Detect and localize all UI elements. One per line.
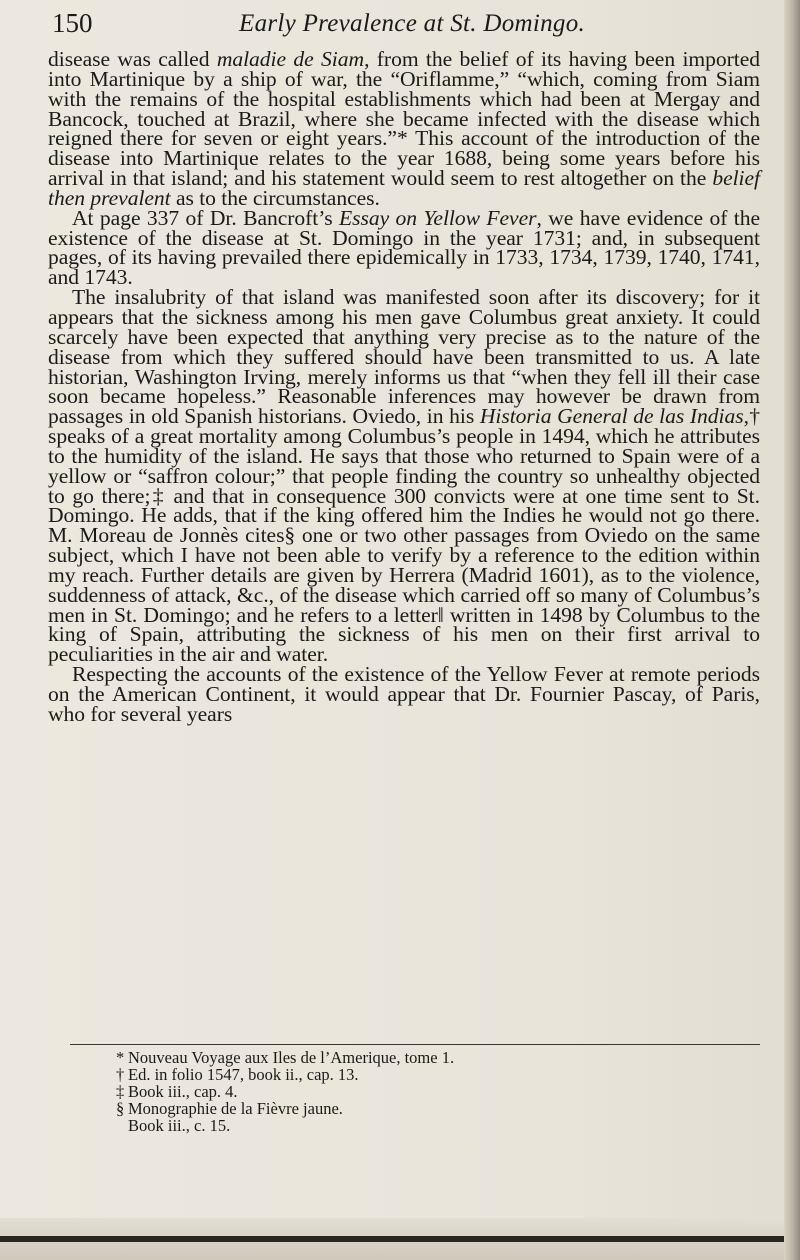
footnote-mark: ‡ <box>116 1082 125 1101</box>
text-segment: , from the belief of its having been imported into Martinique by a ship of war, the “Oriflamme,” “which, coming from Siam with the remains of the hospital establishments which had been at Mergay and Bancock, touched at Brazil, where she became infected with the disease which reigned there for seven or eight years.”* This account of the introduction of the disease into Martinique relates to the year 1688, being some years before his arrival in that island; and his statement would seem to rest altogether on the <box>48 47 761 191</box>
paragraph-1 <box>48 47 761 210</box>
footnote-3 <box>116 1083 716 1100</box>
footnote-2 <box>116 1066 716 1083</box>
footnote-text: Book iii., c. 15. <box>128 1116 231 1135</box>
footnote-text: Nouveau Voyage aux Iles de l’Amerique, tome 1. <box>128 1048 455 1067</box>
italic-segment: Essay on Yellow Fever <box>338 205 537 230</box>
main-text <box>48 47 761 726</box>
footnote-mark: † <box>116 1065 125 1084</box>
paragraph-3 <box>48 285 760 667</box>
footnote-text: Ed. in folio 1547, book ii., cap. 13. <box>128 1065 359 1084</box>
text-segment: disease was called <box>48 47 217 71</box>
paragraph-4 <box>48 662 760 726</box>
footnotes <box>116 1049 716 1134</box>
bottom-binding-rule <box>0 1236 800 1242</box>
page-right-edge <box>784 0 800 1260</box>
footnote-4-continuation <box>116 1117 716 1134</box>
footnote-text: Monographie de la Fièvre jaune. <box>128 1099 343 1118</box>
italic-segment: Historia General de las Indias <box>479 404 744 429</box>
footnote-mark: * <box>116 1048 125 1067</box>
text-segment: ,† speaks of a great mortality among Columbus’s people in 1494, which he attributes to the humidity of the island. He says that those who returned to Spain were of a yellow or “saffron colour;” that people finding the country so unhealthy objected to go there;‡ and that in consequence 300 convicts were at one time sent to St. Domingo. He adds, that if the king offered him the Indies he would not go there. M. Moreau de Jonnès cites§ one or two other passages from Oviedo on the same subject, which I have not been able to verify by a reference to the edition within my reach. Further details are given by Herrera (Madrid 1601), as to the violence, suddenness of attack, &c., of the disease which carried off so many of Columbus’s men in St. Domingo; and he refers to a letter‖ written in 1498 by Columbus to the king of Spain, attributing the sickness of his men on their first arrival to peculiarities in the air and water. <box>48 404 760 667</box>
text-segment: The insalubrity of that island was manifested soon after its discovery; for it appears that the sickness among his men gave Columbus great anxiety. It could scarcely have been expected that anything very precise as to the nature of the disease from which they suffered should have been transmitted to us. A late historian, Washington Irving, merely informs us that “when they fell ill their case soon became hopeless.” Reasonable inferences may however be drawn from passages in old Spanish historians. Oviedo, in his <box>48 285 760 429</box>
footnote-text: Book iii., cap. 4. <box>128 1082 238 1101</box>
footnote-4 <box>116 1100 716 1117</box>
footnote-mark: § <box>116 1099 125 1118</box>
footnote-divider <box>70 1044 760 1045</box>
page-number: 150 <box>52 8 93 38</box>
text-segment: as to the circumstances. <box>170 185 380 210</box>
italic-segment: belief then prevalent <box>48 166 760 210</box>
footnote-1 <box>116 1049 716 1066</box>
paragraph-2 <box>48 205 760 290</box>
text-segment: At page 337 of Dr. Bancroft’s <box>72 205 339 230</box>
running-title: Early Prevalence at St. Domingo. <box>239 10 586 37</box>
italic-segment: maladie de Siam <box>216 47 365 71</box>
text-segment: Respecting the accounts of the existence of the Yellow Fever at remote periods on the American Continent, it would appear that Dr. Fournier Pascay, of Paris, who for several years <box>48 662 760 726</box>
text-segment: , we have evidence of the existence of the disease at St. Domingo in the year 1731; and, in subsequent pages, of its having prevailed there epidemically in 1733, 1734, 1739, 1740, 1741, and 1743. <box>48 205 760 290</box>
